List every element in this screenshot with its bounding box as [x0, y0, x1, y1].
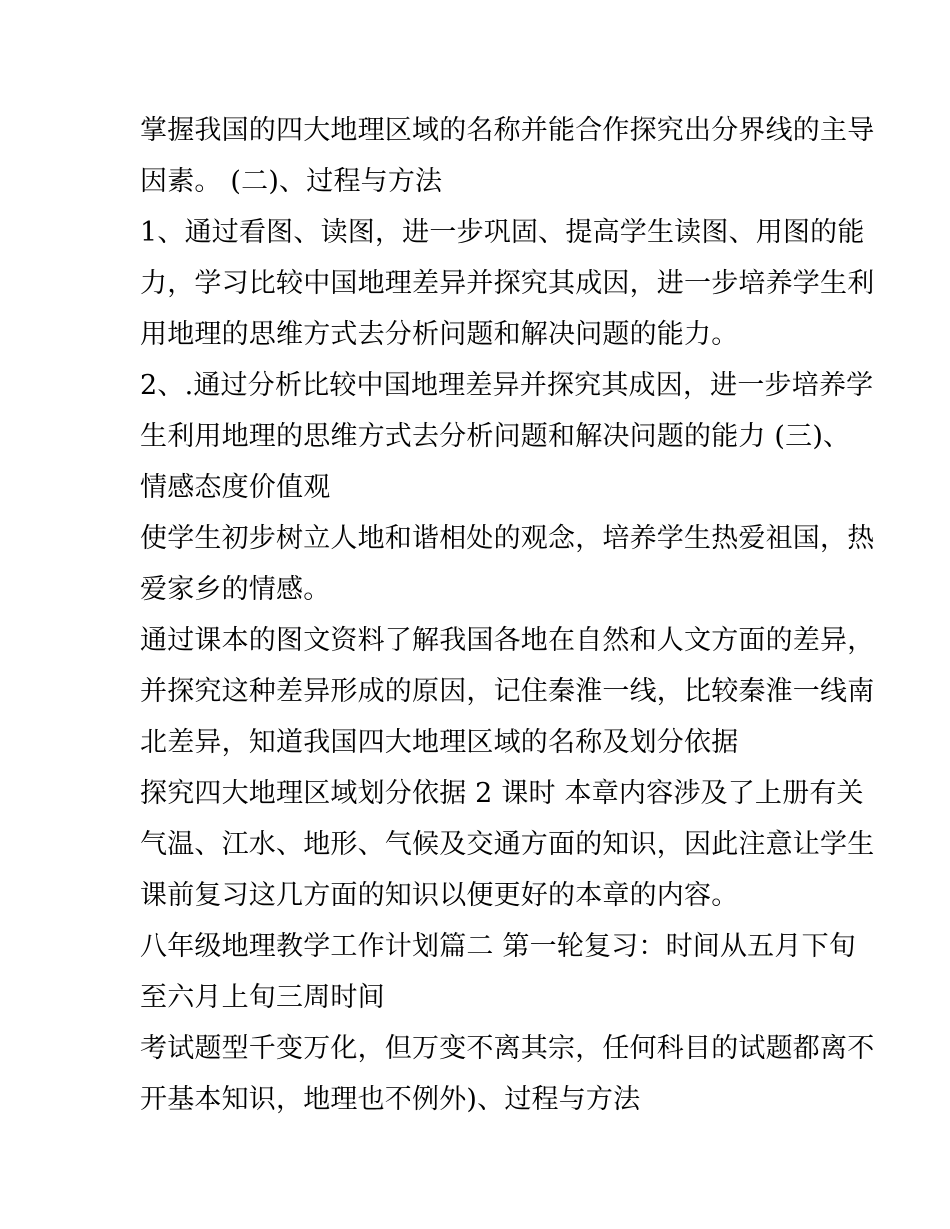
text-line-5: 用地理的思维方式去分析问题和解决问题的能力。: [140, 319, 739, 350]
text-line-8: 情感态度价值观: [140, 472, 331, 503]
text-line-12: 并探究这种差异形成的原因，记住秦淮一线，比较秦淮一线南: [140, 676, 875, 707]
text-line-19: 考试题型千变万化，但万变不离其宗，任何科目的试题都离不: [140, 1033, 875, 1064]
text-line-13: 北差异，知道我国四大地理区域的名称及划分依据: [140, 727, 739, 758]
text-line-6: 2、.通过分析比较中国地理差异并探究其成因，进一步培养学: [140, 370, 874, 401]
text-line-1: 掌握我国的四大地理区域的名称并能合作探究出分界线的主导: [140, 115, 875, 146]
text-line-16: 课前复习这几方面的知识以便更好的本章的内容。: [140, 880, 739, 911]
text-line-4: 力，学习比较中国地理差异并探究其成因，进一步培养学生利: [140, 268, 875, 299]
document-body: [140, 105, 875, 1125]
text-line-7: 生利用地理的思维方式去分析问题和解决问题的能力 (三)、: [140, 421, 851, 452]
text-line-9: 使学生初步树立人地和谐相处的观念，培养学生热爱祖国，热: [140, 523, 875, 554]
text-line-18: 至六月上旬三周时间: [140, 982, 385, 1013]
text-line-11: 通过课本的图文资料了解我国各地在自然和人文方面的差异，: [140, 625, 875, 656]
text-line-10: 爱家乡的情感。: [140, 574, 331, 605]
text-line-3: 1、通过看图、读图，进一步巩固、提高学生读图、用图的能: [140, 217, 865, 248]
text-line-2: 因素。 (二)、过程与方法: [140, 166, 443, 197]
text-line-14: 探究四大地理区域划分依据 2 课时 本章内容涉及了上册有关: [140, 778, 864, 809]
text-line-15: 气温、江水、地形、气候及交通方面的知识，因此注意让学生: [140, 829, 875, 860]
text-line-20: 开基本知识，地理也不例外)、过程与方法: [140, 1084, 641, 1115]
text-line-17: 八年级地理教学工作计划篇二 第一轮复习：时间从五月下旬: [140, 931, 856, 962]
